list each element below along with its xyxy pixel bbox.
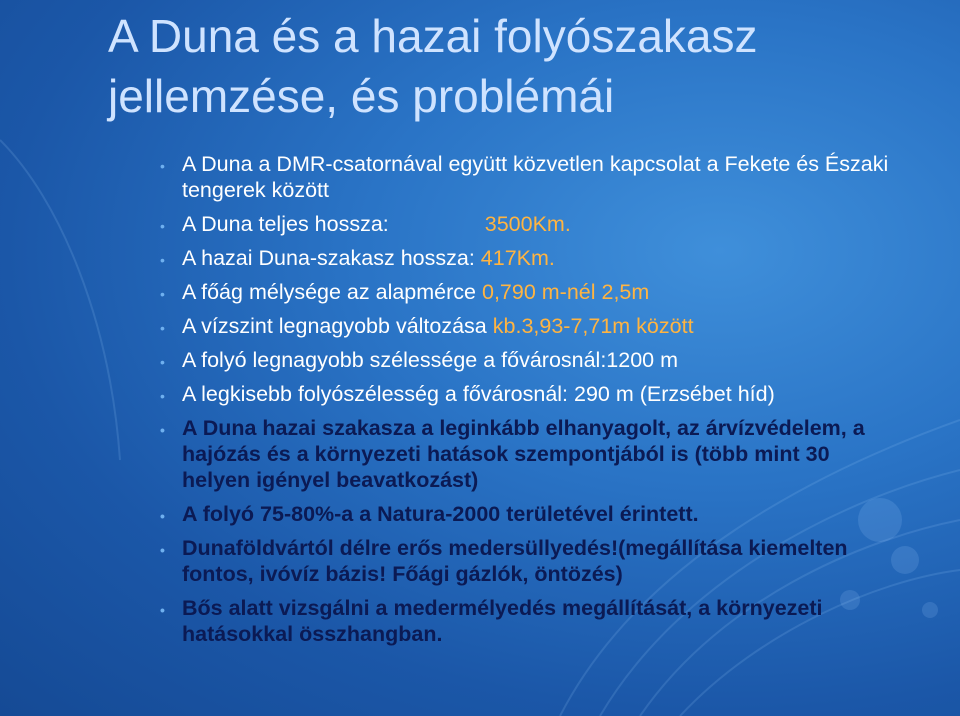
list-item [160, 415, 890, 493]
bullet-text: Dunaföldvártól délre erős medersüllyedés!(megállítása kiemelten fontos, ivóvíz bázis! Főági gázlók, öntözés) [182, 536, 848, 586]
bullet-icon: • [160, 422, 165, 438]
list-item [160, 381, 890, 407]
list-item [160, 245, 890, 271]
bullet-value: 417Km. [480, 246, 555, 270]
slide-title [108, 6, 948, 126]
bullet-value: kb.3,93-7,71m között [492, 314, 694, 338]
bullet-text: A hazai Duna-szakasz hossza: [182, 246, 475, 270]
bullet-list [160, 151, 890, 655]
list-item [160, 151, 890, 203]
bullet-value: 3500Km. [484, 212, 571, 236]
bullet-icon: • [160, 388, 165, 404]
bullet-text: A főág mélysége az alapmérce [182, 280, 476, 304]
bullet-icon: • [160, 354, 165, 370]
list-item [160, 595, 890, 647]
list-item [160, 501, 890, 527]
bullet-icon: • [160, 286, 165, 302]
bullet-icon: • [160, 218, 165, 234]
bullet-text: A vízszint legnagyobb változása [182, 314, 487, 338]
bullet-text: A Duna hazai szakasza a leginkább elhanyagolt, az árvízvédelem, a hajózás és a környezeti hatások szempontjából is (több mint 30 helyen igényel beavatkozást) [182, 416, 865, 492]
bullet-icon: • [160, 252, 165, 268]
bullet-text: A Duna a DMR-csatornával együtt közvetlen kapcsolat a Fekete és Északi tengerek között [182, 152, 889, 202]
list-item [160, 279, 890, 305]
title-line-2: jellemzése, és problémái [108, 70, 615, 122]
bullet-icon: • [160, 508, 165, 524]
bullet-text: A Duna teljes hossza: [182, 212, 389, 236]
title-line-1: A Duna és a hazai folyószakasz [108, 10, 758, 62]
bullet-text: A folyó 75-80%-a a Natura-2000 területével érintett. [182, 502, 699, 526]
bullet-value: 0,790 m-nél 2,5m [481, 280, 650, 304]
bullet-icon: • [160, 158, 165, 174]
list-item [160, 313, 890, 339]
bullet-icon: • [160, 602, 165, 618]
list-item [160, 211, 890, 237]
list-item [160, 347, 890, 373]
bullet-text: A legkisebb folyószélesség a fővárosnál: 290 m (Erzsébet híd) [182, 382, 775, 406]
bullet-text: Bős alatt vizsgálni a medermélyedés megállítását, a környezeti hatásokkal összhangban. [182, 596, 823, 646]
list-item [160, 535, 890, 587]
bullet-icon: • [160, 542, 165, 558]
bullet-icon: • [160, 320, 165, 336]
bullet-text: A folyó legnagyobb szélessége a fővárosnál:1200 m [182, 348, 679, 372]
